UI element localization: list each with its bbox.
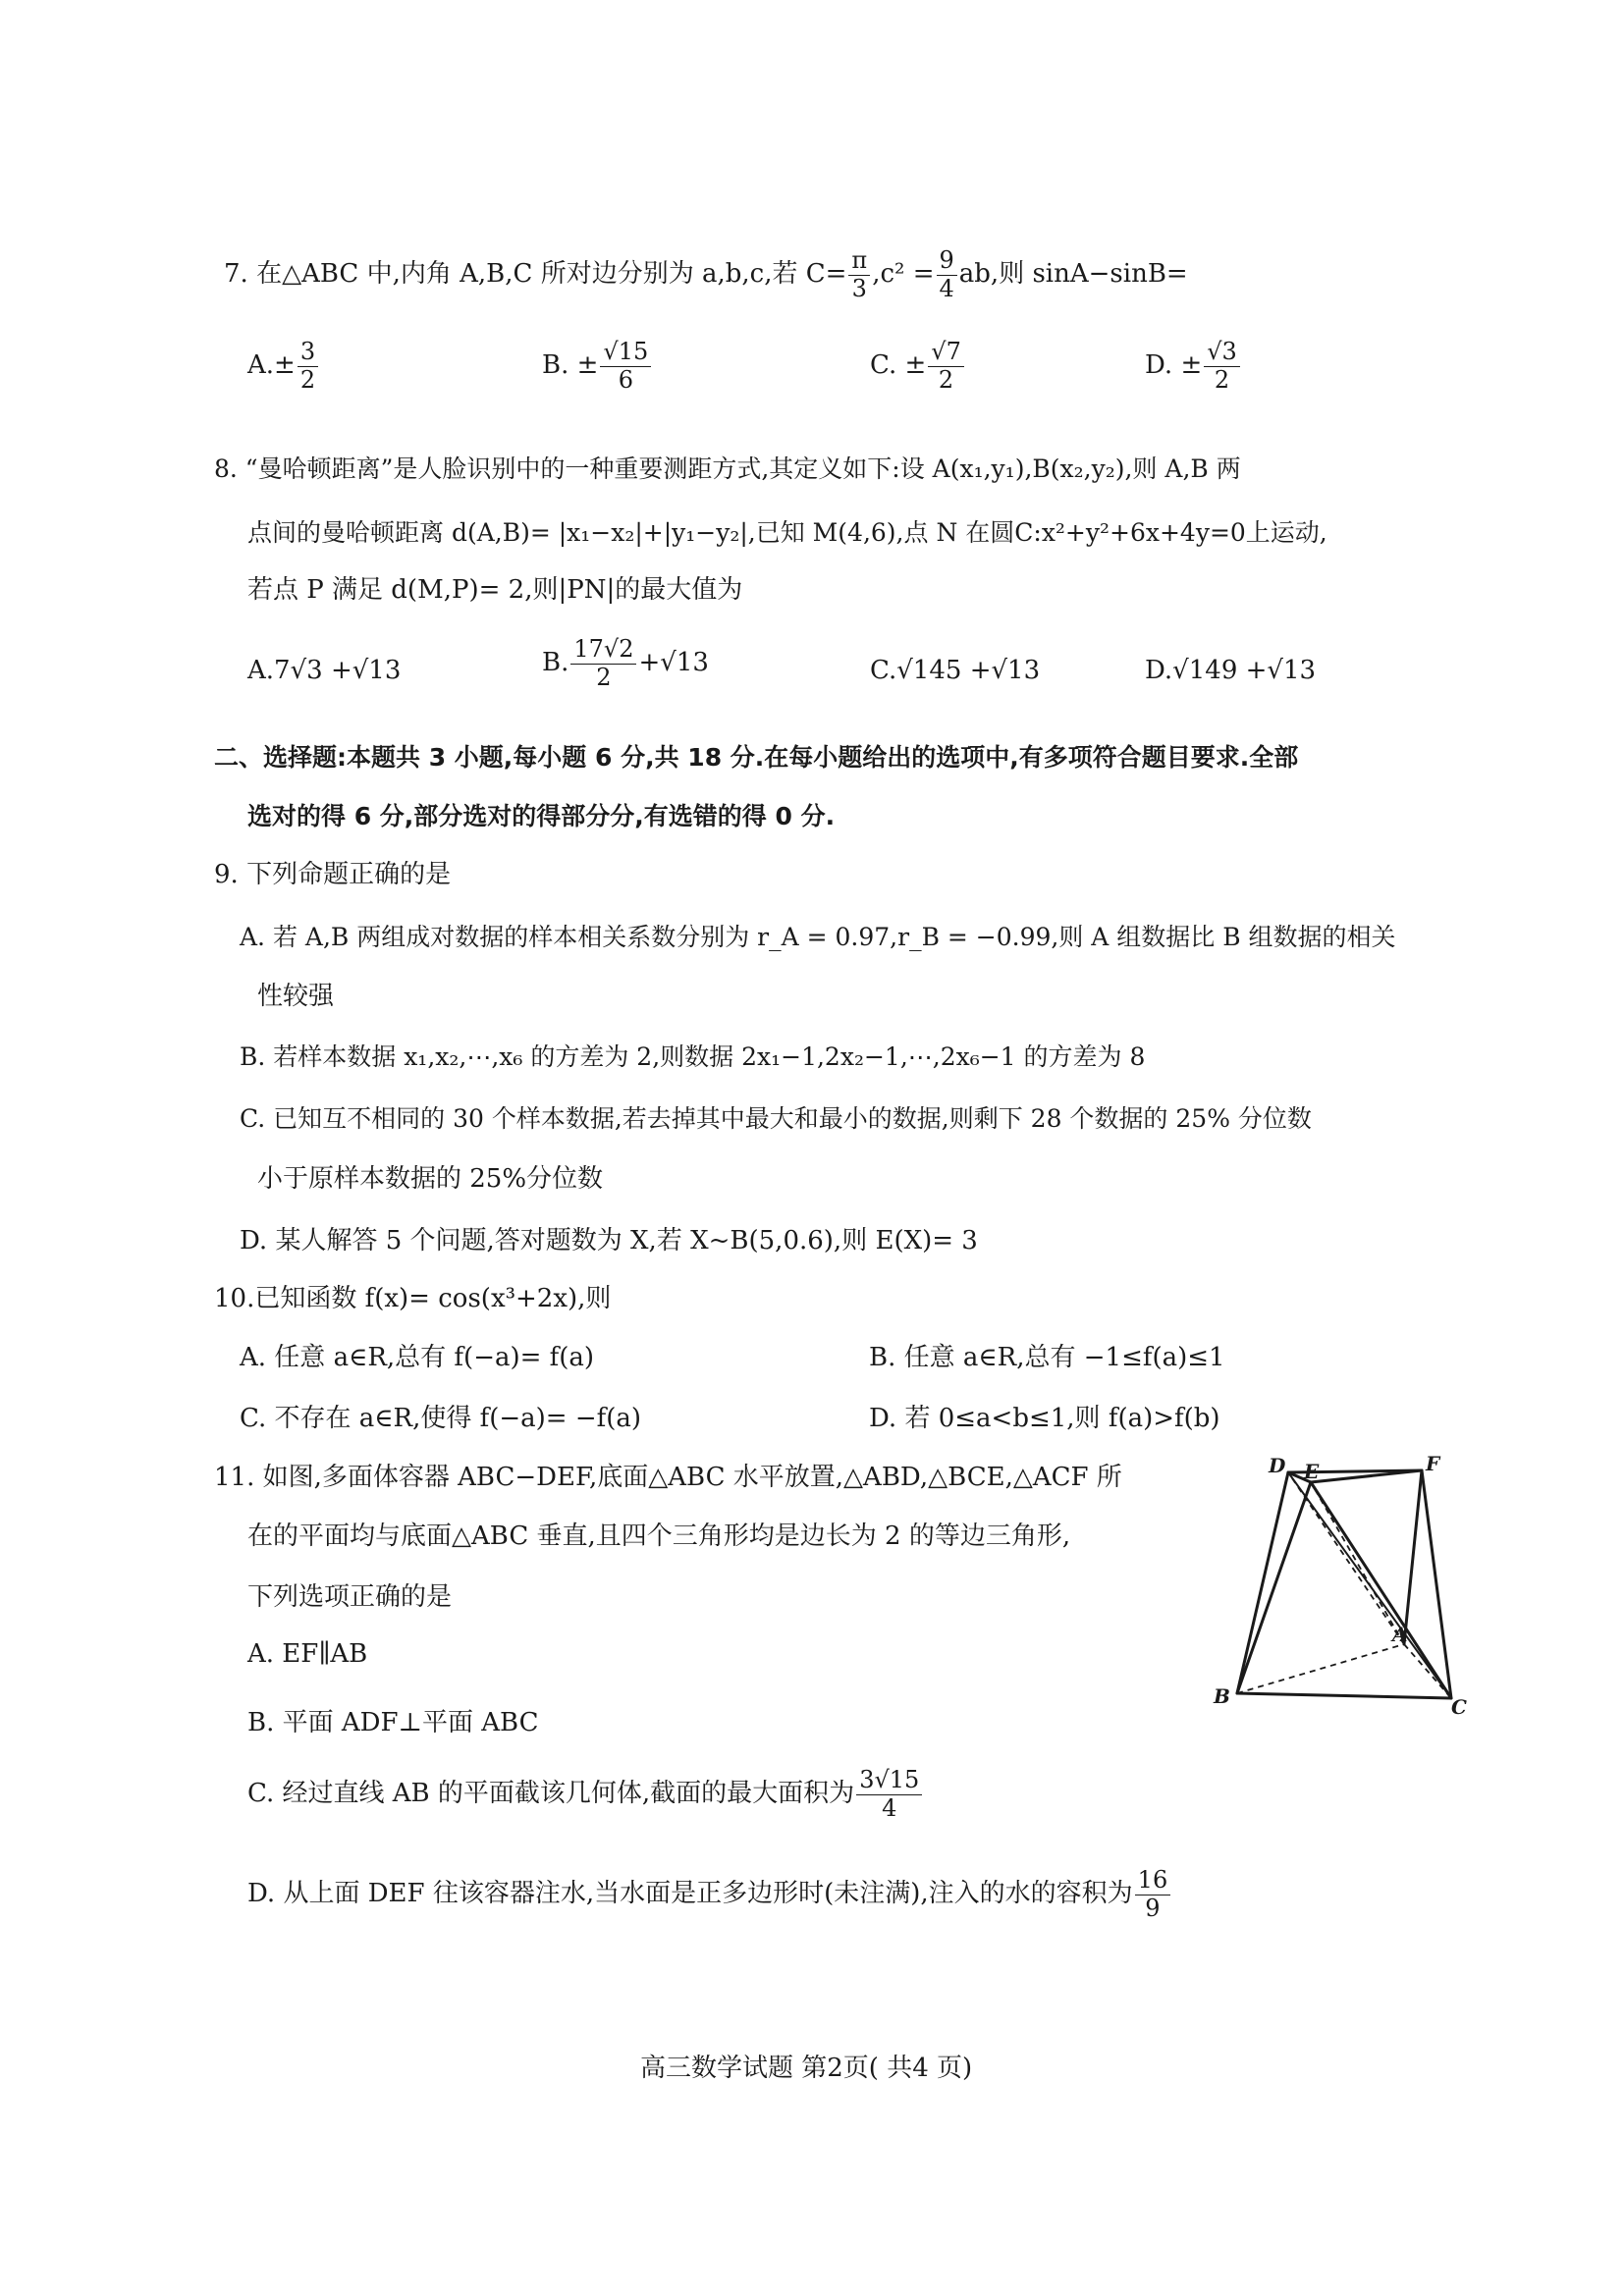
option-tail: +√13: [638, 648, 709, 678]
q9-stem: 9. 下列命题正确的是: [214, 860, 452, 889]
frac-den: 2: [299, 365, 316, 394]
frac-den: 4: [939, 274, 954, 302]
frac-num: √15: [600, 339, 651, 367]
q7-option-d: [1145, 339, 1242, 394]
hidden-edge-AB: [1237, 1644, 1404, 1693]
q7-stem-part: 7. 在△ABC 中,内角 A,B,C 所对边分别为 a,b,c,若 C=: [224, 259, 847, 290]
option-frac: [928, 339, 964, 394]
q7-option-a: [247, 339, 320, 394]
frac-num: √7: [928, 339, 964, 367]
option-text: C. 经过直线 AB 的平面截该几何体,截面的最大面积为: [247, 1779, 855, 1809]
q10-option-c: C. 不存在 a∈R,使得 f(−a)= −f(a): [240, 1404, 642, 1433]
q9-option-a-line1: A. 若 A,B 两组成对数据的样本相关系数分别为 r_A = 0.97,r_B = −0.99,则 A 组数据比 B 组数据的相关: [240, 923, 1396, 951]
q11-option-c: [247, 1767, 924, 1822]
q11-line1: 11. 如图,多面体容器 ABC−DEF,底面△ABC 水平放置,△ABD,△BCE,△ACF 所: [214, 1463, 1122, 1492]
frac-num: 3√15: [856, 1767, 922, 1795]
frac-num: 3: [298, 339, 318, 367]
frac-den: 2: [596, 663, 612, 691]
frac-den: 2: [1214, 365, 1230, 394]
q8-option-b: [542, 636, 709, 691]
q8-option-c: C.√145 +√13: [870, 656, 1041, 685]
q7-stem-part: ab,则 sinA−sinB=: [958, 259, 1188, 290]
q10-option-d: D. 若 0≤a<b≤1,则 f(a)>f(b): [869, 1404, 1220, 1433]
option-label: C. ±: [870, 350, 927, 381]
q10-option-b: B. 任意 a∈R,总有 −1≤f(a)≤1: [869, 1343, 1225, 1372]
q9-option-c-line1: C. 已知互不相同的 30 个样本数据,若去掉其中最大和最小的数据,则剩下 28 个数据的 25% 分位数: [240, 1104, 1312, 1133]
option-frac: [1204, 339, 1240, 394]
edge-BD: [1237, 1472, 1288, 1693]
frac-den: 9: [1145, 1894, 1161, 1922]
option-frac: [856, 1767, 922, 1822]
edge-BC: [1237, 1693, 1451, 1698]
option-text: D. 从上面 DEF 往该容器注水,当水面是正多边形时(未注满),注入的水的容积为: [247, 1879, 1133, 1909]
q8-option-a: A.7√3 +√13: [247, 656, 402, 685]
option-frac: [570, 636, 636, 691]
section2-heading-line1: 二、选择题:本题共 3 小题,每小题 6 分,共 18 分.在每小题给出的选项中,有多项符合题目要求.全部: [214, 743, 1299, 772]
q9-option-c-line2: 小于原样本数据的 25%分位数: [257, 1164, 604, 1194]
q11-option-b: B. 平面 ADF⊥平面 ABC: [247, 1708, 539, 1737]
q7-option-b: [542, 339, 653, 394]
q8-line1: 8. “曼哈顿距离”是人脸识别中的一种重要测距方式,其定义如下:设 A(x₁,y₁),B(x₂,y₂),则 A,B 两: [214, 454, 1241, 483]
option-label: B. ±: [542, 350, 599, 381]
q7-option-c: [870, 339, 966, 394]
option-label: D. ±: [1145, 350, 1203, 381]
frac-den: 3: [851, 274, 867, 302]
q8-option-d: D.√149 +√13: [1145, 656, 1317, 685]
q8-line2: 点间的曼哈顿距离 d(A,B)= |x₁−x₂|+|y₁−y₂|,已知 M(4,6),点 N 在圆C:x²+y²+6x+4y=0上运动,: [247, 518, 1327, 547]
q8-line3: 若点 P 满足 d(M,P)= 2,则|PN|的最大值为: [247, 575, 743, 605]
option-label: B.: [542, 648, 569, 678]
q9-option-a-line2: 性较强: [257, 982, 335, 1011]
vertex-label-A: A: [1392, 1623, 1408, 1646]
frac-den: 6: [618, 365, 633, 394]
q7-stem: [224, 247, 1188, 302]
q9-option-b: B. 若样本数据 x₁,x₂,⋯,x₆ 的方差为 2,则数据 2x₁−1,2x₂−1,⋯,2x₆−1 的方差为 8: [240, 1042, 1146, 1071]
option-frac: [1135, 1867, 1171, 1922]
q7-frac-c2: [937, 247, 957, 302]
q11-line3: 下列选项正确的是: [247, 1582, 453, 1612]
vertex-label-E: E: [1304, 1460, 1320, 1483]
frac-den: 4: [882, 1793, 897, 1822]
hidden-edge-AD: [1288, 1472, 1404, 1644]
q10-option-a: A. 任意 a∈R,总有 f(−a)= f(a): [240, 1343, 595, 1372]
section2-heading-line2: 选对的得 6 分,部分选对的得部分分,有选错的得 0 分.: [247, 802, 836, 830]
edge-AF: [1404, 1470, 1422, 1644]
q11-line2: 在的平面均与底面△ABC 垂直,且四个三角形均是边长为 2 的等边三角形,: [247, 1522, 1071, 1551]
option-frac: [600, 339, 651, 394]
frac-num: 17√2: [570, 636, 636, 665]
frac-num: 9: [937, 247, 957, 276]
option-frac: [298, 339, 318, 394]
q7-frac-c: [848, 247, 870, 302]
frac-den: 2: [938, 365, 954, 394]
polyhedron-figure: [1208, 1452, 1467, 1728]
frac-num: π: [848, 247, 870, 276]
q10-stem: 10.已知函数 f(x)= cos(x³+2x),则: [214, 1284, 612, 1313]
q9-option-d: D. 某人解答 5 个问题,答对题数为 X,若 X~B(5,0.6),则 E(X)= 3: [240, 1226, 978, 1255]
vertex-label-B: B: [1214, 1684, 1230, 1708]
q7-stem-part: ,c² =: [872, 259, 935, 290]
vertex-label-F: F: [1426, 1452, 1440, 1475]
frac-num: 16: [1135, 1867, 1171, 1896]
option-label: A.±: [247, 350, 296, 381]
q11-option-d: [247, 1867, 1172, 1922]
frac-num: √3: [1204, 339, 1240, 367]
vertex-label-C: C: [1451, 1695, 1467, 1719]
hidden-edge-AE: [1311, 1482, 1404, 1644]
edge-BE: [1237, 1482, 1311, 1693]
vertex-label-D: D: [1269, 1454, 1286, 1477]
q11-option-a: A. EF∥AB: [247, 1639, 368, 1669]
page-footer: 高三数学试题 第2页( 共4 页): [640, 2054, 973, 2083]
